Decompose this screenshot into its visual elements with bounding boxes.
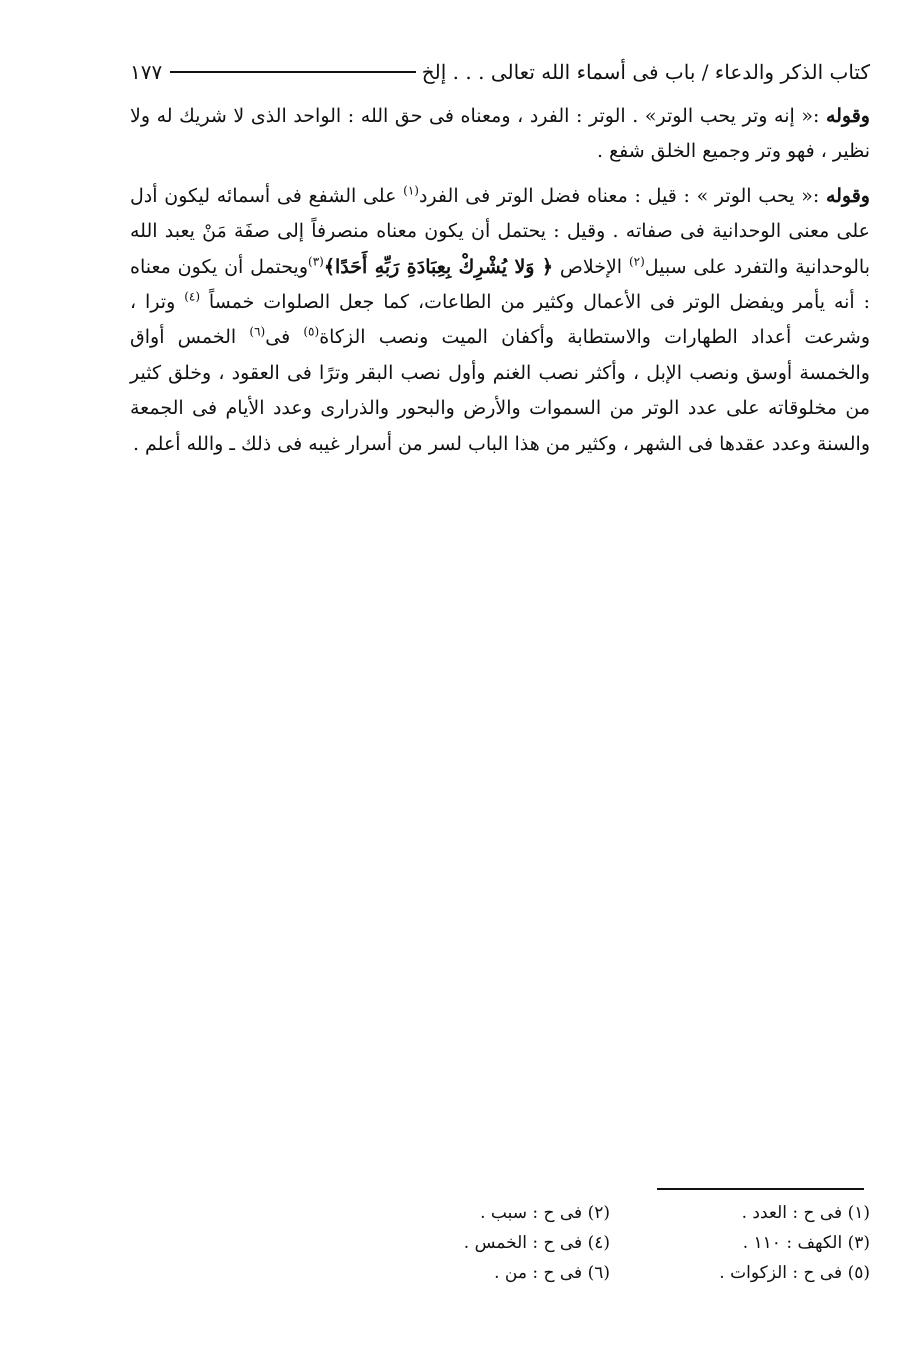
text-segment: :« يحب الوتر » : قيل : معناه فضل الوتر فى الفرد: [418, 184, 826, 207]
header-rule: [170, 71, 416, 73]
page-number: ١٧٧: [130, 60, 163, 84]
text-segment: ويحتمل أن يكون معناه : أنه يأمر ويفضل الوتر فى الأعمال وكثير من الطاعات، كما جعل الصلوات خمساً: [130, 255, 871, 314]
body-text: [130, 99, 870, 462]
text-segment: على الشفع فى أسمائه ليكون أدل على معنى الوحدانية فى صفاته . وقيل : يحتمل أن يكون معناه منصرفاً إلى صفَة مَنْ يعبد الله بالوحدانية والتفرد على سبيل: [130, 184, 871, 278]
paragraph: [130, 99, 870, 170]
footnote: (١) فى ح : العدد .: [741, 1203, 870, 1223]
footnote-ref: (٣): [308, 254, 324, 269]
footnote-ref: (٦): [249, 325, 266, 340]
footnote: (٢) فى ح : سبب .: [480, 1203, 610, 1223]
footnote-ref: (٥): [303, 325, 320, 340]
text-segment: الخمس أواق والخمسة أوسق ونصب الإبل ، وأكثر نصب الغنم وأول نصب البقر وترًا فى العقود ، وخلق كثير من مخلوقاته على عدد الوتر من السموات والأرض والبحور والذرارى وعدد الأيام فى الجمعة والسنة وعدد عقدها فى الشهر ، وكثير من هذا الباب لسر من أسرار غيبه فى ذلك ـ والله أعلم .: [130, 326, 870, 455]
footnote-separator: [657, 1188, 864, 1190]
paragraph-lead: وقوله: [825, 184, 870, 207]
paragraph: [130, 179, 870, 462]
paragraph-lead: وقوله: [825, 105, 870, 127]
footnote: (٣) الكهف : ١١٠ .: [742, 1233, 870, 1253]
footnotes: [360, 1198, 870, 1288]
footnote: (٥) فى ح : الزكوات .: [719, 1263, 870, 1283]
page-body: [130, 55, 870, 462]
quran-quote: ﴿ وَلا يُشْرِكْ بِعِبَادَةِ رَبِّهِ أَحَدًا﴾: [323, 255, 554, 278]
footnote: (٤) فى ح : الخمس .: [463, 1233, 610, 1253]
running-header: [130, 55, 870, 89]
footnote-ref: (١): [403, 183, 419, 198]
running-header-title: كتاب الذكر والدعاء / باب فى أسماء الله تعالى . . . إلخ: [421, 60, 870, 84]
text-segment: الإخلاص: [553, 255, 629, 278]
footnote-ref: (٤): [184, 289, 201, 304]
text-segment: فى: [265, 326, 304, 349]
text-segment: وترا ، وشرعت أعداد الطهارات والاستطابة وأكفان الميت ونصب الزكاة: [130, 291, 871, 349]
footnote: (٦) فى ح : من .: [494, 1263, 610, 1283]
footnote-ref: (٢): [628, 254, 645, 269]
text-segment: :« إنه وتر يحب الوتر» . الوتر : الفرد ، ومعناه فى حق الله : الواحد الذى لا شريك له ولا نظير ، فهو وتر وجميع الخلق شفع .: [130, 105, 870, 163]
